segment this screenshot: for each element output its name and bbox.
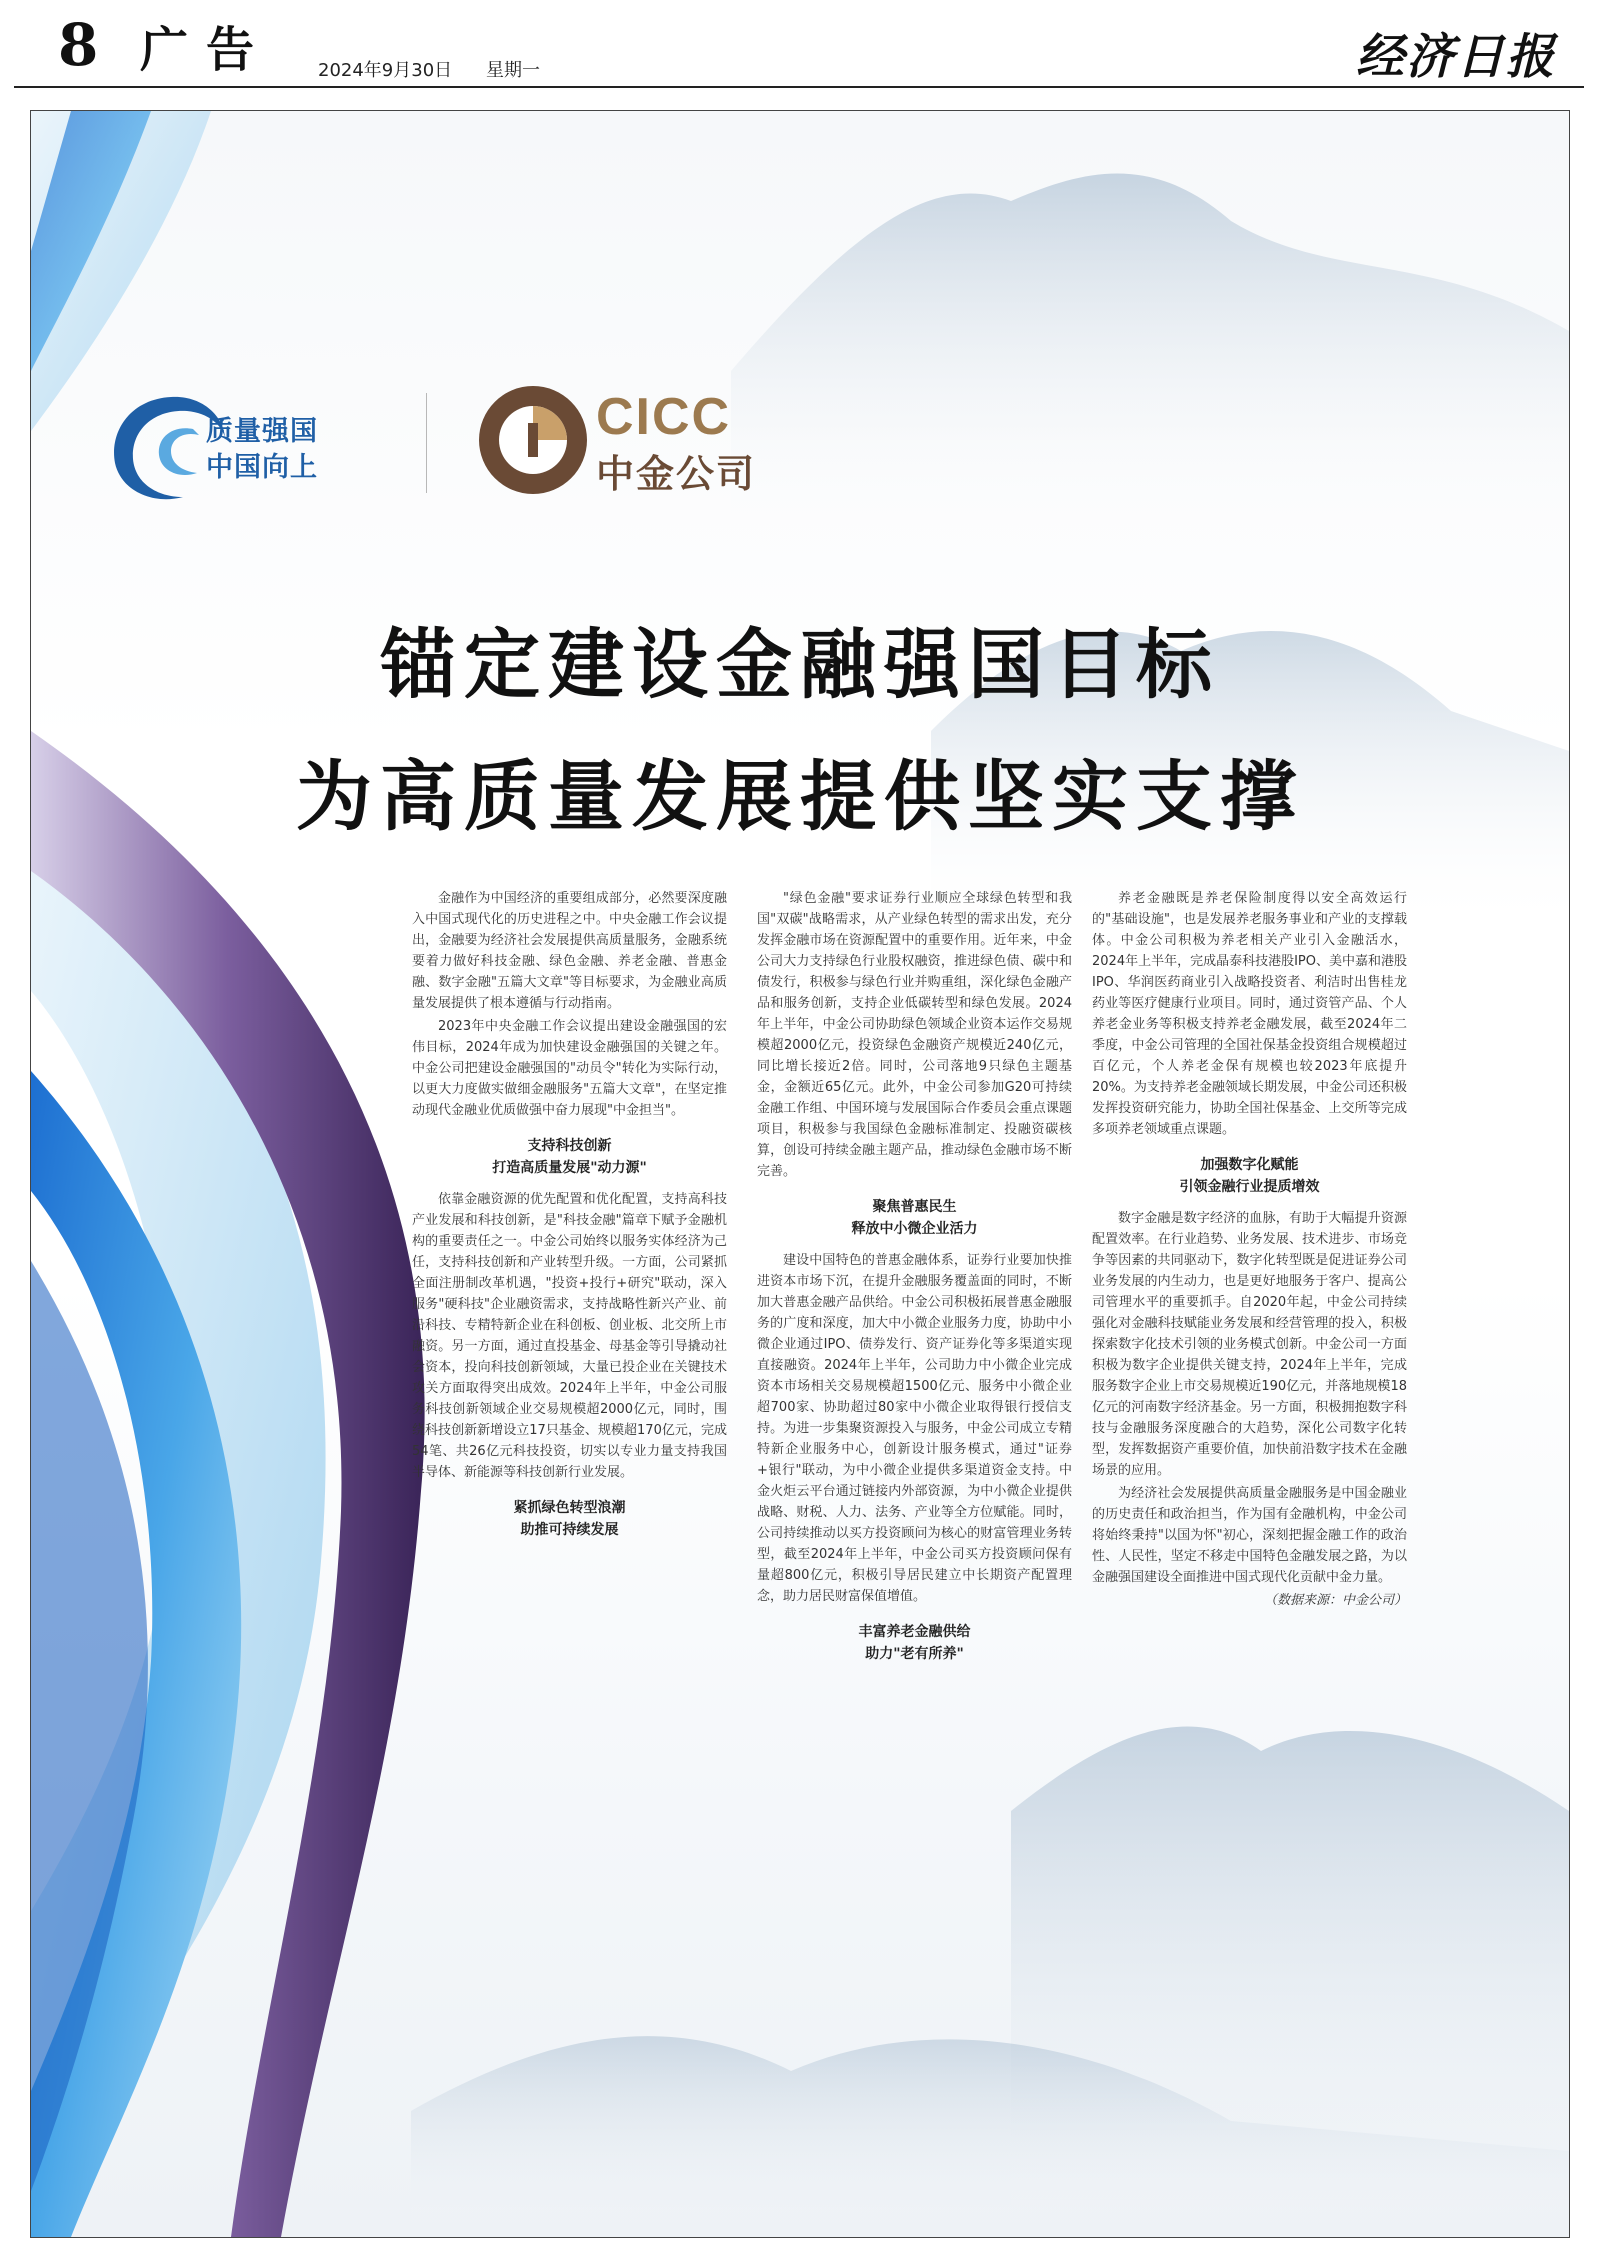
section-heading-line-2: 打造高质量发展"动力源" — [492, 1160, 647, 1176]
section-heading-line-2: 引领金融行业提质增效 — [1179, 1179, 1320, 1195]
data-source-note: （数据来源：中金公司） — [1263, 1593, 1407, 1608]
section-heading-line-1: 支持科技创新 — [527, 1138, 612, 1154]
issue-weekday: 星期一 — [486, 60, 540, 81]
section-heading — [412, 1135, 727, 1179]
mountain-top — [731, 174, 1569, 532]
logo-divider — [426, 393, 427, 493]
newspaper-logo: 经济日报 — [1355, 29, 1556, 85]
article-column-1 — [412, 888, 727, 1551]
headline-line-1: 锚定建设金融强国目标 — [380, 620, 1220, 709]
section-heading-line-1: 聚焦普惠民生 — [872, 1199, 957, 1215]
cicc-logo-text-cn: 中金公司 — [596, 452, 757, 496]
section-heading-line-1: 丰富养老金融供给 — [858, 1624, 971, 1640]
paragraph: 养老金融既是养老保险制度得以安全高效运行的"基础设施"，也是发展养老服务事业和产业的支撑载体。中金公司积极为养老相关产业引入金融活水，2024年上半年，完成晶泰科技港股IPO、美中嘉和港股IPO、华润医药商业引入战略投资者、利洁时出售桂龙药业等医疗健康行业项目。同时，通过资管产品、个人养老金业务等积极支持养老金融发展，截至2024年二季度，中金公司管理的全国社保基金投资组合规模超过百亿元，个人养老金保有规模也较2023年底提升20%。为支持养老金融领域长期发展，中金公司还积极发挥投资研究能力，协助全国社保基金、上交所等完成多项养老领域重点课题。 — [1092, 891, 1407, 1137]
cicc-logo-text-en: CICC — [596, 388, 732, 446]
paragraph: 建设中国特色的普惠金融体系，证券行业要加快推进资本市场下沉，在提升金融服务覆盖面的同时，不断加大普惠金融产品供给。中金公司积极拓展普惠金融服务的广度和深度，加大中小微企业服务力度，协助中小微企业通过IPO、债券发行、资产证券化等多渠道实现直接融资。2024年上半年，公司助力中小微企业完成资本市场相关交易规模超1500亿元、服务中小微企业超700家、协助超过80家中小微企业取得银行授信支持。为进一步集聚资源投入与服务，中金公司成立专精特新企业服务中心，创新设计服务模式，通过"证券+银行"联动，为中小微企业提供多渠道资金支持。中金火炬云平台通过链接内外部资源，为中小微企业提供战略、财税、人力、法务、产业等全方位赋能。同时，公司持续推动以买方投资顾问为核心的财富管理业务转型，截至2024年上半年，中金公司买方投资顾问保有量超800亿元，积极引导居民建立中长期资产配置理念，助力居民财富保值增值。 — [757, 1253, 1072, 1604]
slogan-line-2: 中国向上 — [206, 452, 318, 483]
masthead — [0, 0, 1600, 88]
section-heading-line-2: 助推可持续发展 — [520, 1522, 619, 1538]
section-name: 广告 — [140, 22, 273, 78]
section-heading-line-1: 加强数字化赋能 — [1200, 1157, 1299, 1173]
section-heading — [412, 1497, 727, 1541]
masthead-rule — [14, 86, 1584, 88]
paragraph: 2023年中央金融工作会议提出建设金融强国的宏伟目标，2024年成为加快建设金融强国的关键之年。中金公司把建设金融强国的"动员令"转化为实际行动，以更大力度做实做细金融服务"五篇大文章"，在坚定推动现代金融业优质做强中奋力展现"中金担当"。 — [412, 1019, 727, 1118]
paragraph: 数字金融是数字经济的血脉，有助于大幅提升资源配置效率。在行业趋势、业务发展、技术进步、市场竞争等因素的共同驱动下，数字化转型既是促进证券公司业务发展的内生动力，也是更好地服务于客户、提高公司管理水平的重要抓手。自2020年起，中金公司持续强化对金融科技赋能业务发展和经营管理的投入，积极探索数字化技术引领的业务模式创新。中金公司一方面积极为数字企业提供关键支持，2024年上半年，完成服务数字企业上市交易规模近190亿元，并落地规模18亿元的河南数字经济基金。另一方面，积极拥抱数字科技与金融服务深度融合的大趋势，深化公司数字化转型，发挥数据资产重要价值，加快前沿数字技术在金融场景的应用。 — [1092, 1211, 1407, 1478]
article-column-3 — [1092, 888, 1407, 1613]
section-heading-line-1: 紧抓绿色转型浪潮 — [513, 1500, 626, 1516]
cicc-logo-icon — [476, 383, 591, 498]
paragraph: 依靠金融资源的优先配置和优化配置，支持高科技产业发展和科技创新，是"科技金融"篇章下赋予金融机构的重要责任之一。中金公司始终以服务实体经济为己任，支持科技创新和产业转型升级。一方面，公司紧抓全面注册制改革机遇，"投资+投行+研究"联动，深入服务"硬科技"企业融资需求，支持战略性新兴产业、前沿科技、专精特新企业在科创板、创业板、北交所上市融资。另一方面，通过直投基金、母基金等引导撬动社会资本，投向科技创新领域，大量已投企业在关键技术攻关方面取得突出成效。2024年上半年，中金公司服务科技创新领域企业交易规模超2000亿元，同时，围绕科技创新新增设立17只基金、规模超170亿元，完成54笔、共26亿元科技投资，切实以专业力量支持我国半导体、新能源等科技创新行业发展。 — [412, 1192, 727, 1480]
paragraph: 金融作为中国经济的重要组成部分，必然要深度融入中国式现代化的历史进程之中。中央金融工作会议提出，金融要为经济社会发展提供高质量服务，金融系统要着力做好科技金融、绿色金融、养老金融、普惠金融、数字金融"五篇大文章"等目标要求，为金融业高质量发展提供了根本遵循与行动指南。 — [412, 891, 727, 1011]
headline-line-2: 为高质量发展提供坚实支撑 — [296, 752, 1304, 841]
slogan-line-1: 质量强国 — [206, 416, 318, 447]
section-heading-line-2: 助力"老有所养" — [865, 1646, 964, 1662]
paragraph: 为经济社会发展提供高质量金融服务是中国金融业的历史责任和政治担当，作为国有金融机构，中金公司将始终秉持"以国为怀"初心，深刻把握金融工作的政治性、人民性，坚定不移走中国特色金融发展之路，为以金融强国建设全面推进中国式现代化贡献中金力量。 — [1092, 1486, 1407, 1585]
article-column-2 — [757, 888, 1072, 1675]
section-heading-line-2: 释放中小微企业活力 — [851, 1221, 978, 1237]
page-number: 8 — [58, 11, 99, 79]
section-heading — [1092, 1154, 1407, 1198]
issue-date: 2024年9月30日 — [318, 60, 453, 81]
section-heading — [757, 1621, 1072, 1665]
section-heading — [757, 1196, 1072, 1240]
paragraph: "绿色金融"要求证券行业顺应全球绿色转型和我国"双碳"战略需求，从产业绿色转型的需求出发，充分发挥金融市场在资源配置中的重要作用。近年来，中金公司大力支持绿色行业股权融资，推进绿色债、碳中和债发行，积极参与绿色行业并购重组，深化绿色金融产品和服务创新，支持企业低碳转型和绿色发展。2024年上半年，中金公司协助绿色领域企业资本运作交易规模超2000亿元，投资绿色金融资产规模近240亿元，同比增长接近2倍。同时，公司落地9只绿色主题基金，金额近65亿元。此外，中金公司参加G20可持续金融工作组、中国环境与发展国际合作委员会重点课题项目，积极参与我国绿色金融标准制定、投融资碳核算，创设可持续金融主题产品，推动绿色金融市场不断完善。 — [757, 891, 1072, 1179]
